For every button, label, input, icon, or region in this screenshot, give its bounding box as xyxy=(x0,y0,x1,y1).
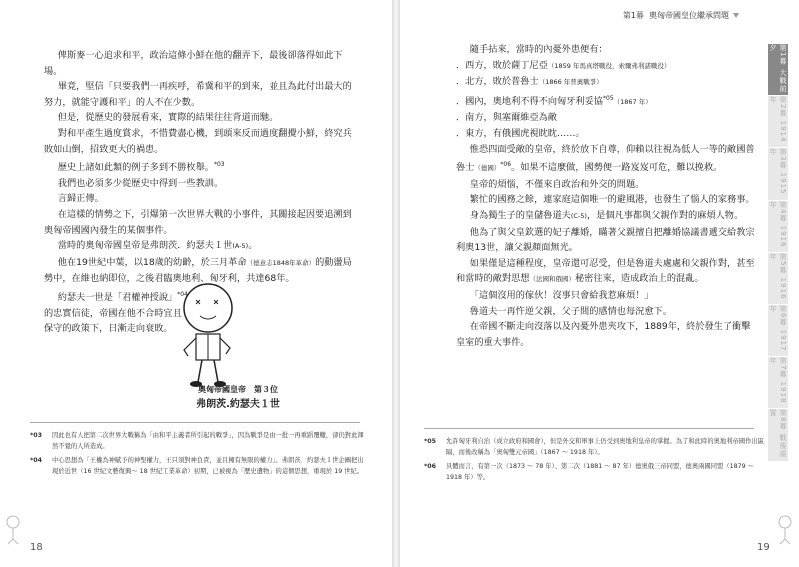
paragraph: 但是，從歷史的發展看來，實際的結果往往背道而馳。 xyxy=(57,112,279,124)
tab-chapter-2[interactable]: 第2幕 1914年 xyxy=(768,96,788,148)
paragraph: 在帝國不斷走向沒落以及內憂外患夾攻下，1889年，終於發生了衝擊皇室的重大事件。 xyxy=(456,321,751,348)
tab-chapter-6[interactable]: 第6幕 1917年 xyxy=(768,305,788,357)
footnote-ref: *05 xyxy=(603,94,614,102)
triangle-marker-icon xyxy=(733,13,739,18)
footnote: *05 允許匈牙利自治（成立政府和國會），但是外交和軍事上仍受到奧地利皇帝的掌握。為了和此時的奧地利帝國作出區隔，而後改稱為「奧匈雙元帝國」（1867 ～ 1918 年）。 xyxy=(424,438,764,456)
tab-chapter-7[interactable]: 第7幕 1918年 xyxy=(768,357,788,409)
paragraph: 惟恐四面受敵的皇帝，終於放下自尊，仰賴以往視為低人一等的敵國普魯士（德國）$^{*06}$。如果不這麼做，國勢便一路岌岌可危，難以挽救。 xyxy=(456,143,755,174)
right-page xyxy=(400,0,799,567)
footnotes xyxy=(424,436,764,486)
paragraph: 身為獨生子的皇儲魯道夫(C-5)，是個凡事都與父親作對的麻煩人物。 xyxy=(469,210,744,222)
paragraph: 他在19世紀中葉，以18歲的幼齡，於三月革命（德意志1848年革命）的動盪局勢中，在維也納即位，之後君臨奧地利、匈牙利，共達68年。 xyxy=(44,256,352,285)
tab-chapter-4[interactable]: 第4幕 1916年 xyxy=(768,201,788,253)
paragraph: 「這個沒用的傢伙！沒事只會給我惹麻煩！」 xyxy=(469,290,654,302)
paragraph: 隨手拈來，當時的內憂外患便有： xyxy=(469,44,608,55)
tab-chapter-3[interactable]: 第3幕 1915年 xyxy=(768,148,788,200)
footnote: *03 因此也有人把第二次世界大戰稱為「由和平主義者所引起的戰爭」，因為戰爭是由一批一再重蹈覆轍，卻仍對此渾然不覺的人所造成。 xyxy=(30,432,364,450)
paragraph: 我們也必須多少從歷史中得到一些教訓。 xyxy=(57,177,224,189)
right-body-text xyxy=(456,42,756,350)
footnote-divider xyxy=(424,428,754,429)
paragraph: 保守的政策下，日漸走向衰敗。 xyxy=(44,323,173,335)
paragraph: 皇帝的煩惱，不僅來自政治和外交的問題。 xyxy=(469,178,645,190)
left-page xyxy=(0,0,392,567)
paragraph: 言歸正傳。 xyxy=(57,193,104,205)
book-gutter xyxy=(392,0,400,567)
page-number: 18 xyxy=(30,542,43,553)
list-item: ．西方，敗於薩丁尼亞（1859 年馬真塔戰役，索爾弗利諾戰役） xyxy=(456,59,671,71)
footnote-ref: *06 xyxy=(500,161,512,169)
footnote-ref: *04 xyxy=(177,290,188,298)
paragraph: 歷史上諸如此類的例子多到不勝枚舉。$^{*03}$ xyxy=(57,161,225,174)
figure-caption: 奧匈帝國皇帝 第３位 弗朗茨.約瑟夫１世 xyxy=(196,385,280,410)
tab-chapter-5[interactable]: 第5幕 1916年 xyxy=(768,253,788,305)
footnote-ref: *03 xyxy=(213,161,225,169)
footnotes xyxy=(30,430,365,480)
list-item: ．北方，敗於普魯士（1866 年普奧戰爭） xyxy=(456,76,603,88)
paragraph: 在這樣的情勢之下，引爆第一次世界大戰的小事件，其關接起因要追溯到奧匈帝國國內發生的某個事件。 xyxy=(44,209,352,236)
footnote: *06 具體而言，有第一次（1873 ～ 78 年）、第二次（1881 ～ 87 年）德奧俄三帝同盟，德奧兩國同盟（1879 ～ 1918 年）等。 xyxy=(424,463,754,481)
paragraph: 的忠實信徒，帝國在他不合時宜且 xyxy=(44,307,182,319)
tab-chapter-8[interactable]: 第8幕 戰後處置 xyxy=(768,409,788,461)
corner-figure-icon xyxy=(4,515,22,545)
list-item: ．國內，奧地利不得不向匈牙利妥協$^{*05}$（1867 年） xyxy=(456,94,652,107)
paragraph: 魯道夫一再忤逆父親，父子間的感情也每況愈下。 xyxy=(469,305,672,317)
footnote-divider xyxy=(30,422,360,423)
page-number: 19 xyxy=(757,542,770,553)
corner-figure-icon xyxy=(776,515,794,545)
list-item: ．東方，有俄國虎視眈眈……。 xyxy=(456,128,585,140)
paragraph: 他為了與父皇欽選的妃子離婚，瞞著父親擅自把離婚協議書遞交給教宗利奧13世，讓父親顏面無光。 xyxy=(456,226,755,254)
emperor-mascot-illustration xyxy=(160,278,244,390)
list-item: ．南方，與塞爾維亞為敵 xyxy=(456,112,558,124)
paragraph: 畢竟，堅信「只要我們一再疾呼，希冀和平的到來，並且為此付出最大的努力，就能守護和平」的人不在少數。 xyxy=(44,81,352,108)
paragraph: 俾斯麥一心追求和平，政治這條小鮮在他的翻弄下，最後卻落得如此下場。 xyxy=(44,50,343,77)
paragraph: 當時的奧匈帝國皇帝是弗朗茨．約瑟夫１世(A-5)。 xyxy=(57,240,258,252)
running-header: 第1幕 奧匈帝國皇位繼承問題 xyxy=(623,10,739,21)
footnote: *04 中心思想為「王權為神賦予的神聖權力，王只須對神負責，並且擁有無限的權力」。弗朗茨．約瑟夫１世企圖把出現於近世（16 世紀文藝復興～ 18 世紀工業革命）初期，已被視為「歷史遺物」的這個思想，重現於 19 世紀。 xyxy=(30,457,364,475)
chapter-tabs xyxy=(768,44,799,462)
paragraph: 對和平產生過度賞求，不惜費盡心機，到頭來反而過度翻攪小鮮，終究兵敗如山倒，招致更大的禍患。 xyxy=(44,127,352,155)
tab-chapter-1[interactable]: 第1幕 大戰前夕 xyxy=(768,44,788,96)
paragraph: 繁忙的國務之餘，連家庭這個唯一的避風港，也發生了惱人的家務事。 xyxy=(469,194,755,206)
paragraph: 如果僅是這種程度，皇帝還可忍受，但是魯道夫處處和父親作對，甚至和當時的敵對思想（法國和俄國）秘密往來，造成政治上的混亂。 xyxy=(456,257,755,285)
paragraph: 約瑟夫一世是「君權神授說」$^{*04}$ xyxy=(57,290,188,304)
